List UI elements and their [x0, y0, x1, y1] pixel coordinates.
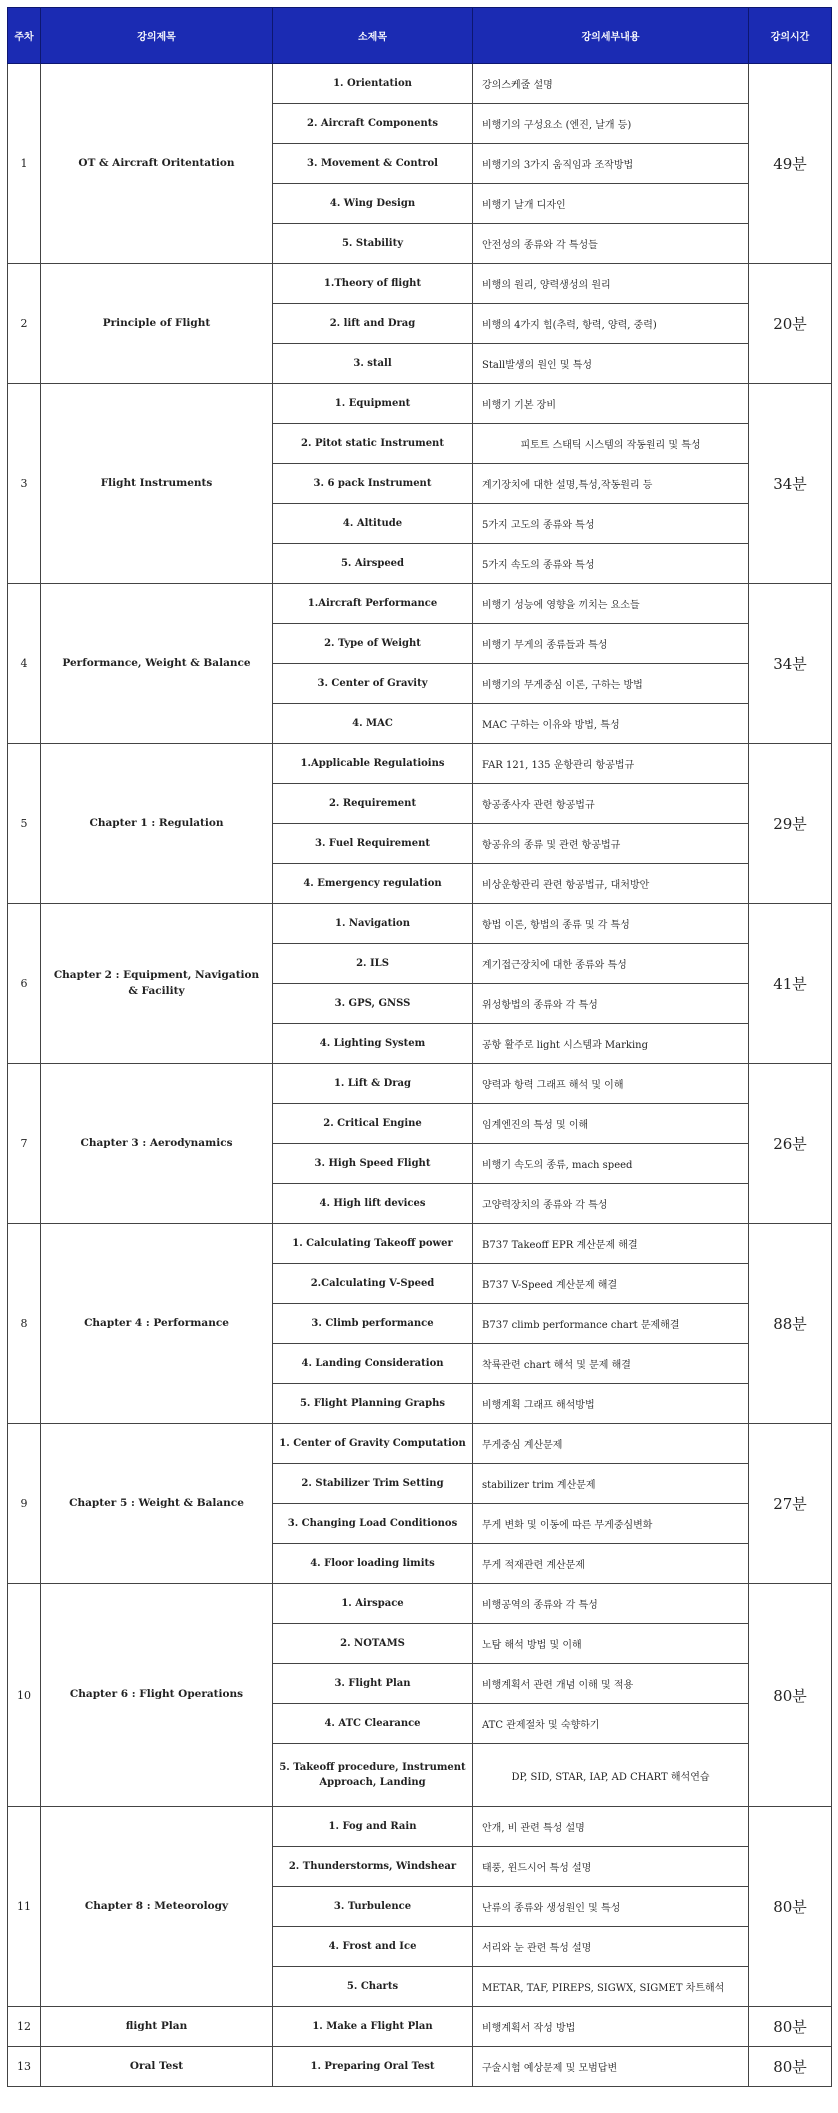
lecture-duration: 27분 [749, 1424, 832, 1584]
subtopic: 1. Airspace [273, 1584, 473, 1624]
subtopic: 1. Orientation [273, 64, 473, 104]
week-number: 11 [8, 1807, 41, 2007]
lecture-detail: 항공유의 종류 및 관련 항공법규 [473, 824, 749, 864]
lecture-duration: 34분 [749, 384, 832, 584]
lecture-title: Chapter 3 : Aerodynamics [41, 1064, 273, 1224]
lecture-detail: 비행기의 구성요소 (엔진, 날개 등) [473, 104, 749, 144]
week-number: 12 [8, 2007, 41, 2047]
table-row [8, 584, 832, 624]
header-row [8, 8, 832, 64]
subtopic: 4. MAC [273, 704, 473, 744]
lecture-detail: 항공종사자 관련 항공법규 [473, 784, 749, 824]
subtopic: 4. Lighting System [273, 1024, 473, 1064]
week-number: 10 [8, 1584, 41, 1807]
lecture-detail: B737 V-Speed 계산문제 해결 [473, 1264, 749, 1304]
lecture-duration: 41분 [749, 904, 832, 1064]
lecture-detail: 비행공역의 종류와 각 특성 [473, 1584, 749, 1624]
lecture-detail: METAR, TAF, PIREPS, SIGWX, SIGMET 차트해석 [473, 1967, 749, 2007]
lecture-detail: 착륙관련 chart 해석 및 문제 해결 [473, 1344, 749, 1384]
subtopic: 4. ATC Clearance [273, 1704, 473, 1744]
subtopic: 3. Flight Plan [273, 1664, 473, 1704]
subtopic: 2. Critical Engine [273, 1104, 473, 1144]
week-number: 6 [8, 904, 41, 1064]
subtopic: 2. Aircraft Components [273, 104, 473, 144]
lecture-title: Chapter 1 : Regulation [41, 744, 273, 904]
lecture-duration: 29분 [749, 744, 832, 904]
subtopic: 3. stall [273, 344, 473, 384]
lecture-detail: 비행기 무게의 종류들과 특성 [473, 624, 749, 664]
subtopic: 4. Wing Design [273, 184, 473, 224]
lecture-detail: 비행기 성능에 영향을 끼치는 요소들 [473, 584, 749, 624]
lecture-detail: 항법 이론, 항법의 종류 및 각 특성 [473, 904, 749, 944]
week-number: 2 [8, 264, 41, 384]
subtopic: 5. Takeoff procedure, Instrument Approach, Landing [273, 1744, 473, 1807]
subtopic: 1. Make a Flight Plan [273, 2007, 473, 2047]
subtopic: 3. Turbulence [273, 1887, 473, 1927]
lecture-detail: Stall발생의 원인 및 특성 [473, 344, 749, 384]
subtopic: 2. Type of Weight [273, 624, 473, 664]
subtopic: 3. High Speed Flight [273, 1144, 473, 1184]
subtopic: 4. Landing Consideration [273, 1344, 473, 1384]
subtopic: 3. Movement & Control [273, 144, 473, 184]
subtopic: 2. ILS [273, 944, 473, 984]
subtopic: 4. High lift devices [273, 1184, 473, 1224]
lecture-detail: 비행의 4가지 힘(추력, 항력, 양력, 중력) [473, 304, 749, 344]
lecture-detail: 노탐 해석 방법 및 이해 [473, 1624, 749, 1664]
lecture-detail: 임계엔진의 특성 및 이해 [473, 1104, 749, 1144]
subtopic: 2. Requirement [273, 784, 473, 824]
lecture-title: Oral Test [41, 2047, 273, 2087]
subtopic: 1. Equipment [273, 384, 473, 424]
subtopic: 4. Emergency regulation [273, 864, 473, 904]
lecture-title: flight Plan [41, 2007, 273, 2047]
lecture-title: Chapter 2 : Equipment, Navigation & Facility [41, 904, 273, 1064]
subtopic: 3. Changing Load Conditionos [273, 1504, 473, 1544]
lecture-title: Performance, Weight & Balance [41, 584, 273, 744]
lecture-title: Chapter 8 : Meteorology [41, 1807, 273, 2007]
lecture-detail: 비행계획서 작성 방법 [473, 2007, 749, 2047]
lecture-detail: 양력과 항력 그래프 해석 및 이해 [473, 1064, 749, 1104]
table-row [8, 264, 832, 304]
week-number: 13 [8, 2047, 41, 2087]
lecture-duration: 80분 [749, 2007, 832, 2047]
lecture-duration: 80분 [749, 2047, 832, 2087]
lecture-detail: 피토트 스태틱 시스템의 작동원리 및 특성 [473, 424, 749, 464]
week-number: 7 [8, 1064, 41, 1224]
lecture-title: Flight Instruments [41, 384, 273, 584]
table-row [8, 384, 832, 424]
lecture-detail: 안개, 비 관련 특성 설명 [473, 1807, 749, 1847]
lecture-duration: 26분 [749, 1064, 832, 1224]
subtopic: 1. Lift & Drag [273, 1064, 473, 1104]
table-row [8, 904, 832, 944]
lecture-detail: 비행기의 무게중심 이론, 구하는 방법 [473, 664, 749, 704]
lecture-detail: 비행기 날개 디자인 [473, 184, 749, 224]
subtopic: 1. Calculating Takeoff power [273, 1224, 473, 1264]
lecture-detail: 난류의 종류와 생성원인 및 특성 [473, 1887, 749, 1927]
week-number: 1 [8, 64, 41, 264]
lecture-title: Principle of Flight [41, 264, 273, 384]
curriculum-table [7, 7, 832, 2087]
subtopic: 2.Calculating V-Speed [273, 1264, 473, 1304]
subtopic: 1. Center of Gravity Computation [273, 1424, 473, 1464]
lecture-detail: 계기접근장치에 대한 종류와 특성 [473, 944, 749, 984]
lecture-detail: 태풍, 윈드시어 특성 설명 [473, 1847, 749, 1887]
subtopic: 4. Frost and Ice [273, 1927, 473, 1967]
lecture-title: OT & Aircraft Oritentation [41, 64, 273, 264]
table-row [8, 1584, 832, 1624]
header-title: 강의제목 [41, 8, 273, 64]
lecture-detail: 계기장치에 대한 설명,특성,작동원리 등 [473, 464, 749, 504]
table-row [8, 1807, 832, 1847]
subtopic: 4. Floor loading limits [273, 1544, 473, 1584]
table-row [8, 744, 832, 784]
week-number: 9 [8, 1424, 41, 1584]
lecture-detail: 비행기 속도의 종류, mach speed [473, 1144, 749, 1184]
lecture-duration: 49분 [749, 64, 832, 264]
subtopic: 3. GPS, GNSS [273, 984, 473, 1024]
lecture-detail: 비행의 원리, 양력생성의 원리 [473, 264, 749, 304]
lecture-detail: 위성항법의 종류와 각 특성 [473, 984, 749, 1024]
lecture-detail: 비행기의 3가지 움직임과 조작방법 [473, 144, 749, 184]
subtopic: 3. Climb performance [273, 1304, 473, 1344]
subtopic: 3. 6 pack Instrument [273, 464, 473, 504]
subtopic: 1. Fog and Rain [273, 1807, 473, 1847]
table-body [8, 64, 832, 2087]
subtopic: 1. Navigation [273, 904, 473, 944]
header-subtitle: 소제목 [273, 8, 473, 64]
lecture-detail: 무게 적재관련 계산문제 [473, 1544, 749, 1584]
subtopic: 3. Center of Gravity [273, 664, 473, 704]
table-row [8, 2047, 832, 2087]
lecture-duration: 80분 [749, 1807, 832, 2007]
lecture-detail: stabilizer trim 계산문제 [473, 1464, 749, 1504]
table-row [8, 1224, 832, 1264]
lecture-detail: 구술시험 예상문제 및 모범답변 [473, 2047, 749, 2087]
lecture-detail: MAC 구하는 이유와 방법, 특성 [473, 704, 749, 744]
subtopic: 2. Pitot static Instrument [273, 424, 473, 464]
subtopic: 2. lift and Drag [273, 304, 473, 344]
header-week: 주차 [8, 8, 41, 64]
subtopic: 1.Theory of flight [273, 264, 473, 304]
subtopic: 2. Thunderstorms, Windshear [273, 1847, 473, 1887]
week-number: 5 [8, 744, 41, 904]
lecture-detail: 안전성의 종류와 각 특성들 [473, 224, 749, 264]
table-row [8, 64, 832, 104]
table-row [8, 2007, 832, 2047]
lecture-detail: 서리와 눈 관련 특성 설명 [473, 1927, 749, 1967]
lecture-duration: 88분 [749, 1224, 832, 1424]
lecture-title: Chapter 4 : Performance [41, 1224, 273, 1424]
lecture-detail: B737 climb performance chart 문제해결 [473, 1304, 749, 1344]
subtopic: 5. Flight Planning Graphs [273, 1384, 473, 1424]
lecture-detail: 무게 변화 및 이동에 따른 무게중심변화 [473, 1504, 749, 1544]
lecture-detail: 5가지 속도의 종류와 특성 [473, 544, 749, 584]
subtopic: 5. Charts [273, 1967, 473, 2007]
lecture-detail: 공항 활주로 light 시스템과 Marking [473, 1024, 749, 1064]
lecture-detail: ATC 관제절차 및 숙향하기 [473, 1704, 749, 1744]
lecture-detail: 무게중심 계산문제 [473, 1424, 749, 1464]
header-detail: 강의세부내용 [473, 8, 749, 64]
subtopic: 5. Airspeed [273, 544, 473, 584]
lecture-title: Chapter 5 : Weight & Balance [41, 1424, 273, 1584]
lecture-detail: 비행계획 그래프 해석방법 [473, 1384, 749, 1424]
lecture-detail: 5가지 고도의 종류와 특성 [473, 504, 749, 544]
lecture-detail: FAR 121, 135 운항관리 항공법규 [473, 744, 749, 784]
week-number: 4 [8, 584, 41, 744]
lecture-title: Chapter 6 : Flight Operations [41, 1584, 273, 1807]
subtopic: 1.Applicable Regulatioins [273, 744, 473, 784]
lecture-duration: 80분 [749, 1584, 832, 1807]
table-row [8, 1064, 832, 1104]
lecture-duration: 20분 [749, 264, 832, 384]
lecture-detail: 비상운항관리 관련 항공법규, 대처방안 [473, 864, 749, 904]
subtopic: 2. Stabilizer Trim Setting [273, 1464, 473, 1504]
subtopic: 4. Altitude [273, 504, 473, 544]
lecture-duration: 34분 [749, 584, 832, 744]
lecture-detail: 비행기 기본 장비 [473, 384, 749, 424]
week-number: 3 [8, 384, 41, 584]
subtopic: 1.Aircraft Performance [273, 584, 473, 624]
header-time: 강의시간 [749, 8, 832, 64]
subtopic: 1. Preparing Oral Test [273, 2047, 473, 2087]
table-row [8, 1424, 832, 1464]
week-number: 8 [8, 1224, 41, 1424]
subtopic: 2. NOTAMS [273, 1624, 473, 1664]
subtopic: 3. Fuel Requirement [273, 824, 473, 864]
lecture-detail: DP, SID, STAR, IAP, AD CHART 해석연습 [473, 1744, 749, 1807]
lecture-detail: B737 Takeoff EPR 계산문제 해결 [473, 1224, 749, 1264]
curriculum-table-container [7, 7, 831, 2087]
lecture-detail: 고양력장치의 종류와 각 특성 [473, 1184, 749, 1224]
lecture-detail: 비행계획서 관련 개념 이해 및 적용 [473, 1664, 749, 1704]
subtopic: 5. Stability [273, 224, 473, 264]
lecture-detail: 강의스케줄 설명 [473, 64, 749, 104]
